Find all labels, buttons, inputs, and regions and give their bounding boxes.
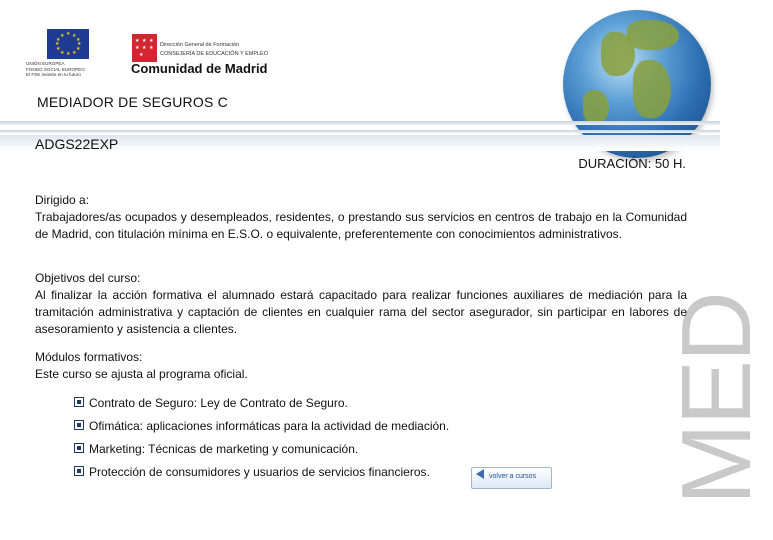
module-label: Contrato de Seguro: Ley de Contrato de Seguro. bbox=[89, 396, 348, 410]
watermark-text: MED bbox=[661, 293, 771, 505]
section-heading: Objetivos del curso: bbox=[35, 271, 141, 285]
eu-flag-logo: ★ ★ ★ ★ ★ ★ ★ ★ ★ ★ ★ ★ bbox=[47, 29, 89, 59]
list-item bbox=[74, 418, 449, 441]
back-to-courses-button[interactable] bbox=[471, 467, 552, 489]
list-item bbox=[74, 441, 449, 464]
section-target-audience bbox=[35, 192, 687, 243]
madrid-logo-line1: Dirección General de Formación bbox=[160, 42, 240, 48]
checkbox-bullet-icon bbox=[74, 397, 84, 407]
section-body: Al finalizar la acción formativa el alumnado estará capacitado para realizar funciones auxiliares de mediación para la tramitación administrativa y captación de clientes en cualquier rama del sector asegurador, sin participar en labores de asesoramiento y asistencia a clientes. bbox=[35, 288, 687, 336]
section-modules bbox=[35, 349, 687, 383]
checkbox-bullet-icon bbox=[74, 466, 84, 476]
back-button-label: volver a cursos bbox=[489, 473, 537, 480]
course-duration: DURACIÓN: 50 H. bbox=[578, 156, 686, 171]
module-label: Marketing: Técnicas de marketing y comunicación. bbox=[89, 442, 359, 456]
section-body: Trabajadores/as ocupados y desempleados, residentes, o prestando sus servicios en centros de trabajo en la Comunidad de Madrid, con titulación mínima en E.S.O. o equivalente, preferentemente con conocimientos administrativos. bbox=[35, 210, 687, 241]
section-body: Este curso se ajusta al programa oficial. bbox=[35, 367, 248, 381]
eu-logo-text: UNIÓN EUROPEA FONDO SOCIAL EUROPEO El FSE invierte en tu futuro bbox=[26, 61, 85, 78]
section-heading: Dirigido a: bbox=[35, 193, 90, 207]
section-objectives bbox=[35, 270, 687, 338]
module-label: Protección de consumidores y usuarios de servicios financieros. bbox=[89, 465, 430, 479]
arrow-left-icon bbox=[476, 469, 484, 479]
modules-list bbox=[74, 395, 449, 487]
list-item bbox=[74, 395, 449, 418]
course-title: MEDIADOR DE SEGUROS C bbox=[37, 94, 228, 110]
list-item bbox=[74, 464, 449, 487]
madrid-flag-logo: ★ ★ ★ ★ ★ ★ ★ bbox=[132, 34, 157, 62]
header-divider bbox=[0, 121, 720, 125]
checkbox-bullet-icon bbox=[74, 420, 84, 430]
checkbox-bullet-icon bbox=[74, 443, 84, 453]
module-label: Ofimática: aplicaciones informáticas para la actividad de mediación. bbox=[89, 419, 450, 433]
header-divider-2 bbox=[0, 130, 720, 133]
section-heading: Módulos formativos: bbox=[35, 350, 143, 364]
madrid-logo-line2: CONSEJERÍA DE EDUCACIÓN Y EMPLEO bbox=[160, 51, 268, 57]
course-code: ADGS22EXP bbox=[35, 136, 119, 152]
madrid-logo-name: Comunidad de Madrid bbox=[131, 61, 268, 76]
